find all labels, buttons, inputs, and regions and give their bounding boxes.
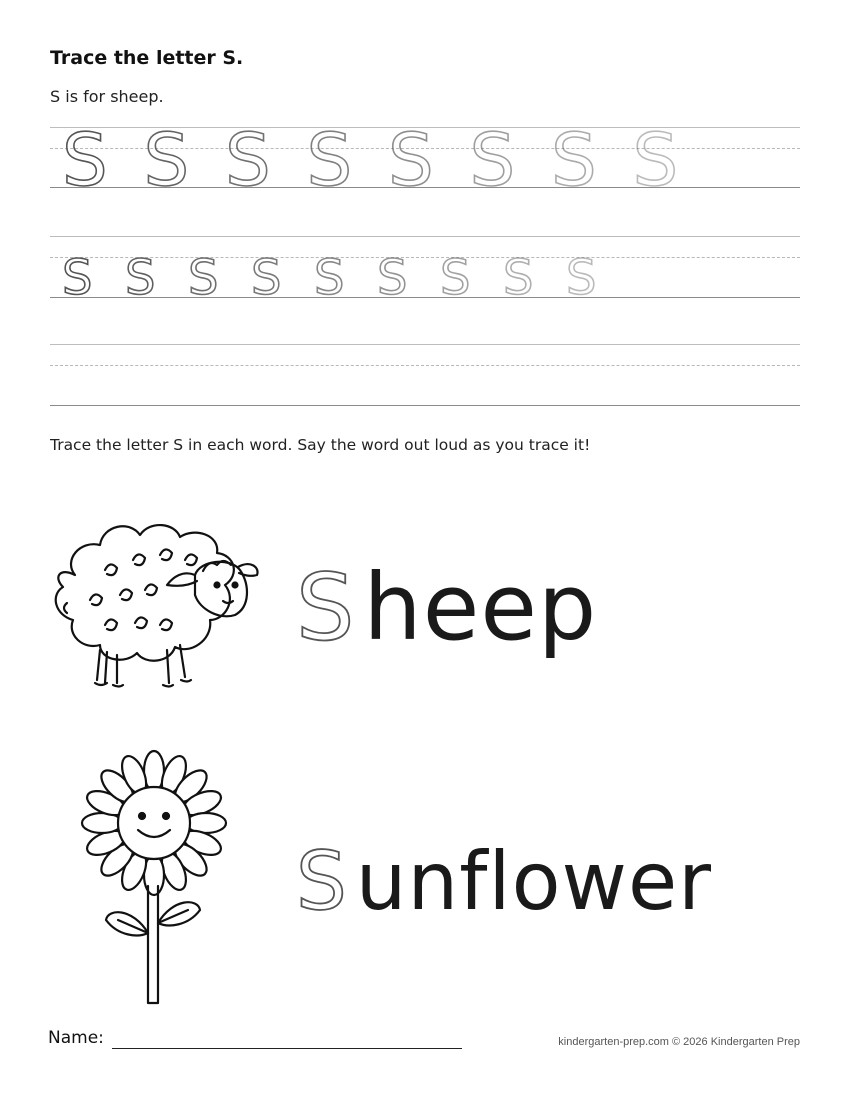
trace-letter-small: S [377, 250, 408, 306]
trace-letter-small: S [566, 250, 597, 306]
word-sheep-rest: heep [363, 554, 598, 661]
row3-top-line [50, 344, 800, 345]
row3-base-line [50, 405, 800, 406]
row2-mid-line [50, 257, 800, 258]
instructions-text: Trace the letter S in each word. Say the word out loud as you trace it! [50, 436, 591, 454]
word-sunflower-traced-letter: S [296, 835, 348, 928]
trace-letter-small: S [503, 250, 534, 306]
trace-letter-large: S [306, 118, 353, 202]
worksheet-title: Trace the letter S. [50, 47, 244, 69]
sunflower-illustration [78, 748, 238, 1010]
trace-letter-large: S [225, 118, 271, 202]
word-sheep [296, 554, 598, 661]
trace-letter-large: S [143, 118, 190, 202]
trace-letter-large: S [632, 118, 679, 202]
trace-letter-small: S [314, 250, 345, 306]
trace-letter-small: S [125, 250, 156, 306]
worksheet-subtitle: S is for sheep. [50, 87, 164, 106]
trace-letter-large: S [62, 118, 108, 202]
row2-top-line [50, 236, 800, 237]
word-sunflower-rest: unflower [355, 835, 713, 928]
row2-base-line [50, 297, 800, 298]
trace-letter-large: S [551, 118, 597, 202]
trace-letter-small: S [62, 250, 93, 306]
trace-letter-large: S [469, 118, 516, 202]
word-sheep-traced-letter: S [296, 554, 356, 661]
row3-mid-line [50, 365, 800, 366]
trace-letter-small: S [251, 250, 282, 306]
trace-letter-small: S [188, 250, 219, 306]
trace-letter-small: S [440, 250, 471, 306]
footer-credit: kindergarten-prep.com © 2026 Kindergarten Prep [558, 1036, 800, 1048]
name-label: Name: [48, 1028, 104, 1048]
word-sunflower [296, 835, 713, 928]
trace-letter-large: S [388, 118, 434, 202]
sheep-illustration [45, 515, 265, 695]
name-line[interactable] [112, 1048, 462, 1049]
